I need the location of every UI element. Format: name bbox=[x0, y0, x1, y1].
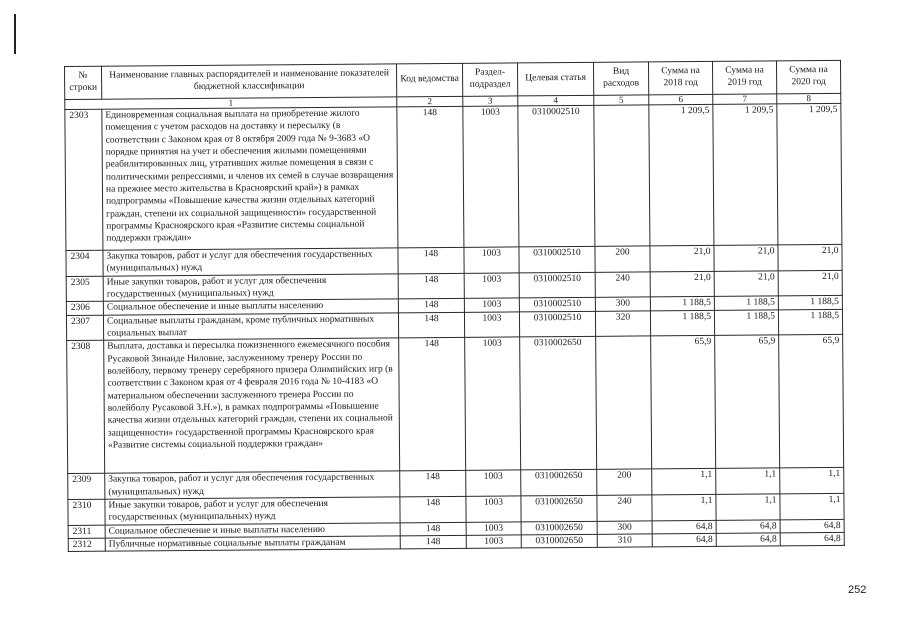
row-target-item: 0310002650 bbox=[521, 521, 597, 535]
row-sum-2020: 1 209,5 bbox=[777, 103, 842, 244]
row-section: 1003 bbox=[464, 312, 519, 338]
row-sum-2018: 1 188,5 bbox=[650, 310, 714, 336]
row-target-item: 0310002650 bbox=[520, 337, 597, 471]
document-sheet bbox=[64, 60, 845, 553]
column-number: 4 bbox=[518, 95, 594, 106]
row-sum-2020: 64,8 bbox=[780, 519, 844, 533]
row-number: 2307 bbox=[66, 315, 103, 341]
row-dept-code: 148 bbox=[398, 299, 464, 313]
row-sum-2019: 21,0 bbox=[714, 271, 778, 297]
column-number: 3 bbox=[463, 96, 518, 106]
row-dept-code: 148 bbox=[400, 471, 466, 497]
row-dept-code: 148 bbox=[397, 106, 464, 248]
header-dept-code: Код ведомства bbox=[396, 63, 462, 97]
header-expense-type: Вид расходов bbox=[593, 62, 648, 95]
header-sum-2020: Сумма на 2020 год bbox=[776, 60, 840, 94]
column-number: 7 bbox=[713, 94, 777, 105]
header-sum-2019: Сумма на 2019 год bbox=[712, 61, 776, 95]
header-target-item: Целевая статья bbox=[517, 62, 593, 96]
row-sum-2019: 1,1 bbox=[716, 468, 780, 494]
budget-table bbox=[64, 60, 845, 553]
row-expense-type bbox=[596, 336, 652, 469]
row-target-item: 0310002510 bbox=[519, 311, 595, 337]
row-sum-2018: 64,8 bbox=[652, 520, 716, 534]
row-name: Закупка товаров, работ и услуг для обеспечения государственных (муниципальных) нужд bbox=[103, 248, 398, 276]
row-sum-2019: 64,8 bbox=[716, 520, 780, 534]
header-section: Раздел-подраздел bbox=[462, 63, 517, 96]
row-dept-code: 148 bbox=[398, 312, 464, 338]
row-section: 1003 bbox=[464, 273, 519, 299]
row-section: 1003 bbox=[465, 337, 521, 470]
row-target-item: 0310002650 bbox=[521, 495, 597, 521]
row-expense-type: 300 bbox=[597, 521, 652, 535]
row-dept-code: 148 bbox=[400, 496, 466, 522]
row-sum-2019: 1,1 bbox=[716, 494, 780, 520]
row-expense-type: 320 bbox=[595, 311, 650, 337]
row-sum-2019: 65,9 bbox=[715, 335, 780, 468]
row-sum-2020: 1 188,5 bbox=[778, 309, 842, 335]
row-name: Единовременная социальная выплата на приобретение жилого помещения с учетом расходов на доставку и пересылку (в соответствии с Законом края от 8 октября 2009 года № 9-3683 «О порядке принятия на учет и обеспечения жилыми помещениями реабилитированных лиц, утративших жилые помещения в связи с политическими репрессиями, и членов их семей в случае возвращения на прежнее место жительства в Красноярский край») в рамках подпрограммы «Повышение качества жизни отдельных категорий граждан, степени их социальной защищенности» государственной программы Красноярского края «Развитие системы социальной поддержки граждан» bbox=[102, 107, 398, 250]
column-number: 2 bbox=[397, 96, 463, 107]
row-sum-2020: 1,1 bbox=[780, 493, 844, 519]
row-section: 1003 bbox=[466, 470, 521, 496]
row-expense-type: 310 bbox=[597, 534, 652, 548]
row-sum-2019: 1 188,5 bbox=[714, 310, 778, 336]
row-sum-2019: 21,0 bbox=[714, 245, 778, 271]
row-expense-type: 200 bbox=[597, 469, 652, 495]
row-sum-2019: 1 209,5 bbox=[713, 104, 778, 245]
row-name: Закупка товаров, работ и услуг для обеспечения государственных (муниципальных) нужд bbox=[105, 471, 400, 499]
header-name: Наименование главных распорядителей и наименование показателей бюджетной классификации bbox=[102, 64, 397, 99]
row-section: 1003 bbox=[466, 522, 521, 536]
row-expense-type: 300 bbox=[595, 297, 650, 311]
row-section: 1003 bbox=[466, 496, 521, 522]
row-sum-2018: 21,0 bbox=[650, 271, 714, 297]
row-sum-2018: 1 209,5 bbox=[649, 104, 714, 245]
row-name: Иные закупки товаров, работ и услуг для обеспечения государственных (муниципальных) нужд bbox=[105, 497, 400, 525]
row-name: Иные закупки товаров, работ и услуг для обеспечения государственных (муниципальных) нужд bbox=[103, 274, 398, 302]
row-target-item: 0310002510 bbox=[519, 272, 595, 298]
row-section: 1003 bbox=[466, 535, 521, 549]
row-target-item: 0310002510 bbox=[519, 246, 595, 272]
row-expense-type: 200 bbox=[595, 246, 650, 272]
row-dept-code: 148 bbox=[400, 522, 466, 536]
row-sum-2018: 1,1 bbox=[652, 469, 716, 495]
row-number: 2308 bbox=[67, 341, 105, 474]
row-number: 2303 bbox=[65, 109, 103, 250]
row-name: Социальное обеспечение и иные выплаты населению bbox=[105, 523, 400, 539]
row-target-item: 0310002650 bbox=[521, 534, 597, 548]
row-number: 2304 bbox=[66, 250, 103, 276]
column-number: 8 bbox=[777, 93, 841, 104]
row-section: 1003 bbox=[464, 298, 519, 312]
row-expense-type: 240 bbox=[595, 272, 650, 298]
row-name: Социальные выплаты гражданам, кроме публичных нормативных социальных выплат bbox=[103, 313, 398, 341]
header-sum-2018: Сумма на 2018 год bbox=[648, 61, 712, 95]
row-sum-2018: 1 188,5 bbox=[650, 297, 714, 311]
row-dept-code: 148 bbox=[399, 338, 466, 472]
row-target-item: 0310002510 bbox=[519, 298, 595, 312]
row-sum-2020: 64,8 bbox=[780, 533, 844, 547]
row-sum-2020: 1 188,5 bbox=[778, 296, 842, 310]
row-sum-2018: 65,9 bbox=[651, 336, 716, 469]
row-name: Публичные нормативные социальные выплаты гражданам bbox=[105, 536, 400, 552]
column-number: 5 bbox=[594, 95, 649, 105]
header-row-number: № строки bbox=[65, 66, 102, 99]
row-number: 2306 bbox=[66, 302, 103, 316]
row-sum-2018: 21,0 bbox=[650, 245, 714, 271]
row-name: Выплата, доставка и пересылка пожизненного ежемесячного пособия Русаковой Зинаиде Ниловне, заслуженному тренеру России по волейболу, первому тренеру серебряного призера Олимпийских игр (в соответствии с Законом края от 4 февраля 2016 года № 10-4183 «О материальном обеспечении заслуженного тренера России по волейболу Русаковой З.Н.»), в рамках подпрограммы «Повышение качества жизни отдельных категорий граждан, степени их социальной защищенности» государственной программы Красноярского края «Развитие системы социальной поддержки граждан» bbox=[104, 338, 400, 473]
column-number: 6 bbox=[649, 94, 713, 105]
column-number: 1 bbox=[65, 97, 397, 110]
row-dept-code: 148 bbox=[398, 273, 464, 299]
row-sum-2020: 1,1 bbox=[780, 468, 844, 494]
row-dept-code: 148 bbox=[400, 535, 466, 549]
page-number: 252 bbox=[848, 584, 867, 596]
row-expense-type bbox=[594, 105, 650, 246]
row-number: 2310 bbox=[68, 499, 105, 525]
row-section: 1003 bbox=[464, 247, 519, 273]
row-sum-2019: 64,8 bbox=[716, 533, 780, 547]
row-sum-2018: 1,1 bbox=[652, 494, 716, 520]
row-target-item: 0310002650 bbox=[521, 470, 597, 496]
row-number: 2305 bbox=[66, 276, 103, 302]
row-expense-type: 240 bbox=[597, 495, 652, 521]
table-row bbox=[67, 335, 844, 474]
row-number: 2311 bbox=[68, 525, 105, 539]
row-number: 2309 bbox=[68, 474, 105, 500]
row-target-item: 0310002510 bbox=[518, 105, 595, 247]
table-row bbox=[65, 103, 842, 250]
row-dept-code: 148 bbox=[398, 247, 464, 273]
row-sum-2020: 21,0 bbox=[778, 270, 842, 296]
row-sum-2020: 65,9 bbox=[779, 335, 844, 468]
row-sum-2018: 64,8 bbox=[652, 534, 716, 548]
margin-rule bbox=[14, 14, 16, 54]
row-section: 1003 bbox=[463, 106, 519, 247]
row-number: 2312 bbox=[68, 538, 105, 552]
row-name: Социальное обеспечение и иные выплаты населению bbox=[103, 299, 398, 315]
row-sum-2019: 1 188,5 bbox=[714, 296, 778, 310]
row-sum-2020: 21,0 bbox=[778, 244, 842, 270]
